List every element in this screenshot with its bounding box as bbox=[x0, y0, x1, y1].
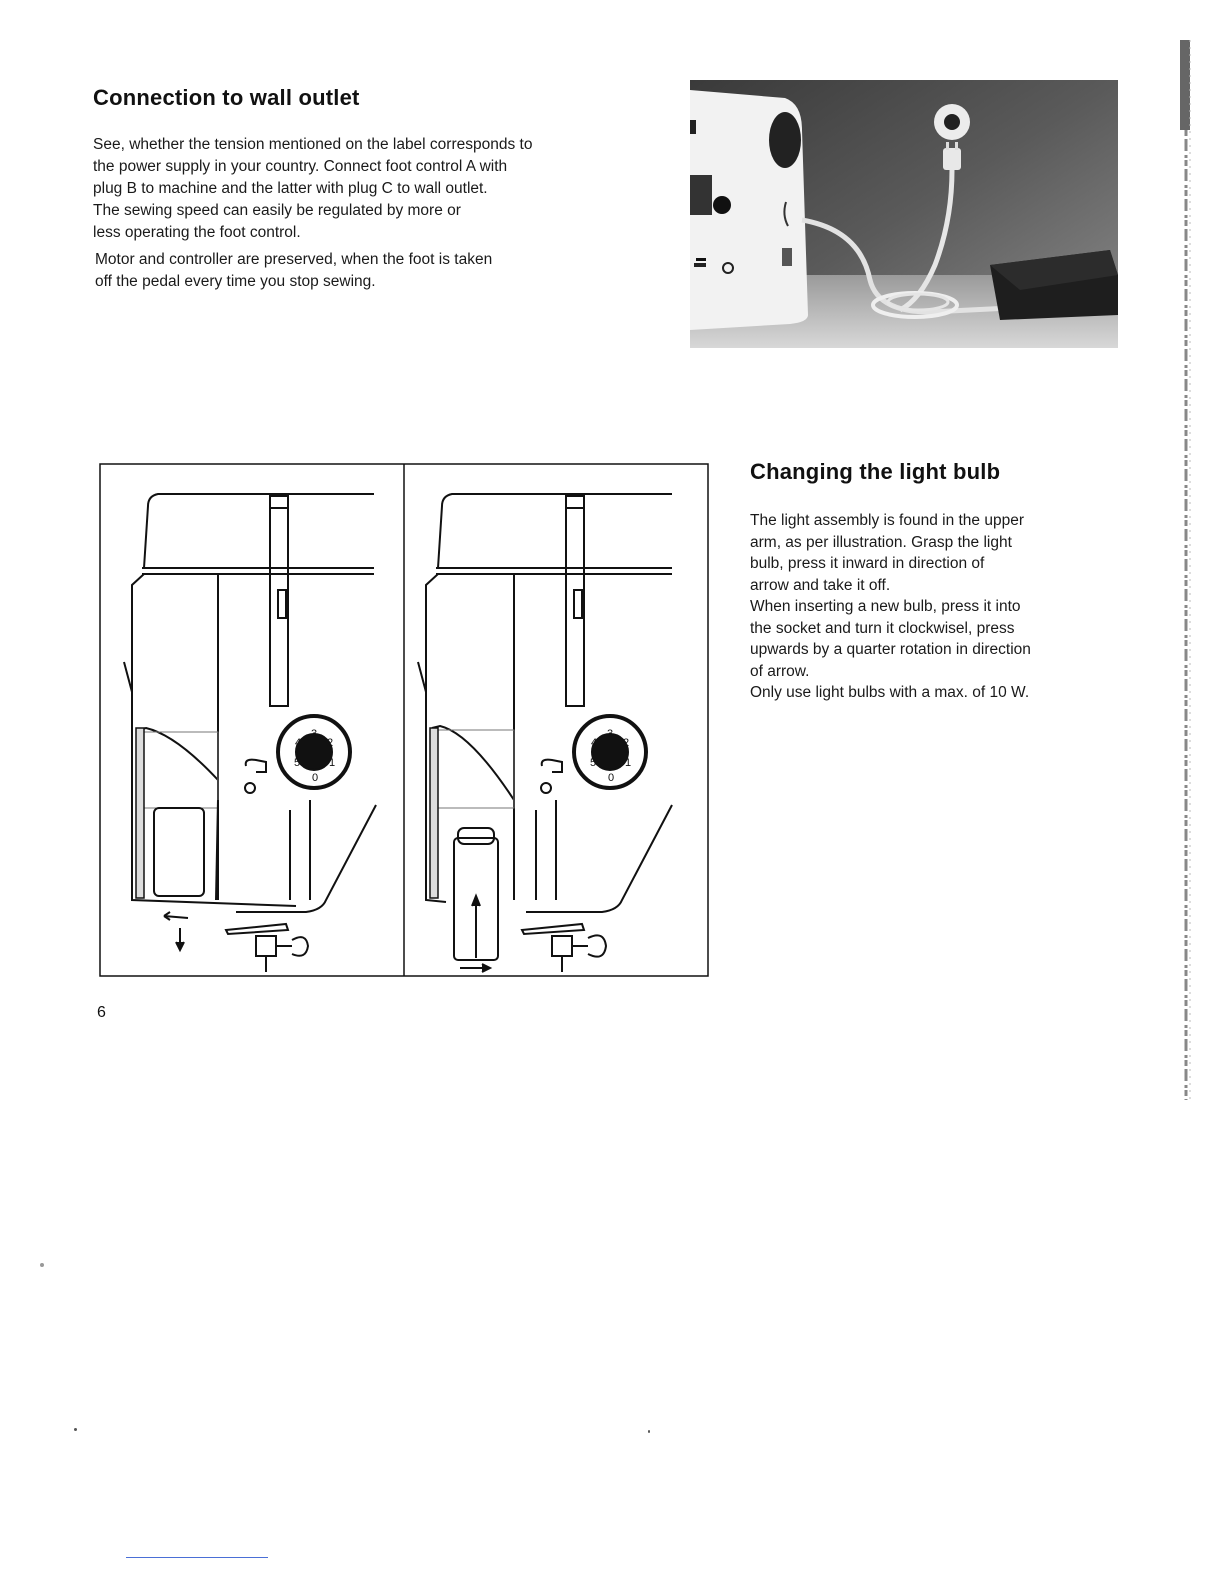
text-line: See, whether the tension mentioned on the label corresponds to bbox=[93, 136, 533, 153]
dial-number: 3 bbox=[606, 728, 614, 740]
text-line: plug B to machine and the latter with plug C to wall outlet. bbox=[93, 180, 488, 197]
text-line: arm, as per illustration. Grasp the light bbox=[750, 533, 1012, 551]
wall-outlet-paragraph-1 bbox=[93, 134, 532, 244]
light-bulb-diagram bbox=[96, 460, 712, 980]
text-line: the socket and turn it clockwisel, press bbox=[750, 619, 1015, 637]
dial-number: 1 bbox=[624, 757, 632, 769]
text-line: the power supply in your country. Connect foot control A with bbox=[93, 158, 508, 175]
dial-number: 1 bbox=[328, 757, 336, 769]
dial-number: 5 bbox=[589, 757, 597, 769]
text-line: Only use light bulbs with a max. of 10 W. bbox=[750, 684, 1030, 701]
light-bulb-paragraph bbox=[750, 510, 1031, 704]
dial-number: 5 bbox=[293, 757, 301, 769]
text-line: The sewing speed can easily be regulated by more or bbox=[93, 202, 461, 219]
dial-number: 3 bbox=[310, 728, 318, 740]
diagram-panel-insert bbox=[418, 494, 672, 972]
text-line: The light assembly is found in the upper bbox=[750, 512, 1024, 529]
scan-edge bbox=[1178, 40, 1202, 1100]
text-line: of arrow. bbox=[750, 662, 810, 680]
text-line: upwards by a quarter rotation in direction bbox=[750, 641, 1031, 658]
page-number: 6 bbox=[97, 1004, 106, 1021]
diagram-panel-remove bbox=[124, 494, 376, 972]
scan-speck bbox=[40, 1263, 44, 1267]
dial-number: 0 bbox=[607, 772, 615, 784]
dial-number: 2 bbox=[326, 737, 334, 749]
light-bulb-heading: Changing the light bulb bbox=[750, 459, 1001, 484]
text-line: less operating the foot control. bbox=[93, 224, 301, 241]
dial-number: 4 bbox=[590, 737, 598, 749]
dial-number: 2 bbox=[622, 737, 630, 749]
text-line: bulb, press it inward in direction of bbox=[750, 555, 985, 572]
text-line: arrow and take it off. bbox=[750, 576, 891, 594]
dial-number: 4 bbox=[294, 737, 302, 749]
foot-control-photo bbox=[690, 80, 1118, 348]
text-line: Motor and controller are preserved, when the foot is taken bbox=[95, 251, 493, 268]
text-line: off the pedal every time you stop sewing. bbox=[95, 273, 376, 290]
text-line: When inserting a new bulb, press it into bbox=[750, 598, 1021, 615]
scan-speck bbox=[648, 1430, 650, 1433]
scan-speck bbox=[74, 1428, 77, 1431]
dial-number: 0 bbox=[311, 772, 319, 784]
wall-outlet-paragraph-2 bbox=[95, 249, 492, 293]
bottom-edge-line bbox=[126, 1557, 268, 1558]
wall-outlet-heading: Connection to wall outlet bbox=[93, 85, 360, 110]
